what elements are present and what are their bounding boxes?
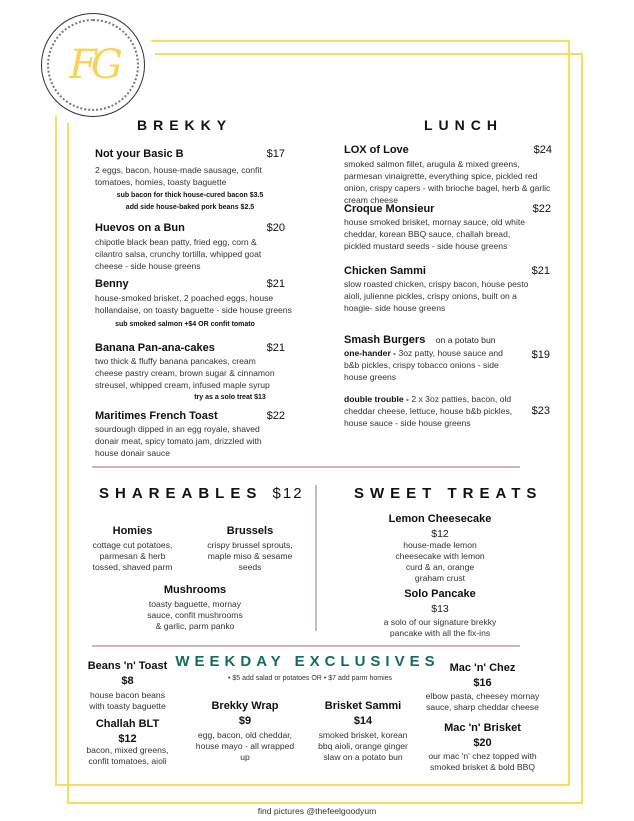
- item-name: Brussels: [226, 525, 274, 537]
- item-desc: house-made lemon cheesecake with lemon curd & an, orange graham crust: [395, 540, 485, 583]
- menu-item: [420, 722, 545, 773]
- menu-item: [95, 278, 293, 316]
- item-desc: elbow pasta, cheesey mornay sauce, sharp cheddar cheese: [425, 691, 540, 712]
- section-title-shareables: [99, 485, 304, 502]
- section-title-sweet-treats: SWEET TREATS: [354, 485, 543, 502]
- item-note: try as a solo treat $13: [194, 394, 266, 401]
- item-price: $21: [266, 342, 285, 354]
- item-price: $14: [353, 715, 373, 727]
- item-price: $22: [266, 410, 285, 422]
- item-price: $21: [531, 265, 550, 277]
- smash-burgers: [344, 330, 554, 348]
- menu-item: [425, 662, 540, 713]
- item-note: sub bacon for thick house-cured bacon $3.5: [116, 192, 264, 199]
- item-desc: house smoked brisket, mornay sauce, old white cheddar, korean BBQ sauce, challah bread, pickled mustard seeds - side house greens: [344, 217, 526, 251]
- option-name: double trouble -: [344, 394, 409, 404]
- item-price: $20: [266, 222, 285, 234]
- menu-item: [344, 144, 556, 206]
- item-desc: a solo of our signature brekky pancake with all the fix-ins: [383, 617, 497, 638]
- item-name: Lemon Cheesecake: [388, 513, 492, 525]
- item-price: $9: [238, 715, 252, 727]
- menu-item: [95, 410, 285, 459]
- item-note: sub smoked salmon +$4 OR confit tomato: [115, 321, 255, 328]
- item-price: $12: [118, 733, 137, 745]
- menu-item: [85, 718, 170, 767]
- item-desc: smoked salmon fillet, arugula & mixed greens, parmesan vinaigrette, everything spice, pickled red onion, crispy capers - with brioche bagel, herb & garlic cream cheese: [344, 159, 551, 205]
- item-price: $16: [473, 677, 492, 689]
- item-price: $24: [533, 144, 552, 156]
- section-title-brekky: BREKKY: [137, 117, 233, 133]
- menu-item: [205, 525, 295, 573]
- item-desc: crispy brussel sprouts, maple miso & sesame seeds: [207, 540, 293, 572]
- item-name: LOX of Love: [344, 144, 409, 156]
- menu-item: [85, 660, 170, 712]
- item-price: $19: [531, 349, 550, 361]
- item-name: Huevos on a Bun: [95, 222, 185, 234]
- item-subtitle: on a potato bun: [435, 335, 496, 345]
- item-desc: sourdough dipped in an egg royale, shaved donair meat, spicy tomato jam, drizzled with house donair sauce: [95, 424, 262, 458]
- weekday-addon-note: • $5 add salad or potatoes OR • $7 add parm homies: [227, 675, 393, 682]
- item-name: Croque Monsieur: [344, 203, 435, 215]
- section-price: $12: [272, 485, 304, 502]
- item-price: $17: [266, 148, 285, 160]
- menu-item: [95, 148, 285, 188]
- section-title-weekday-exclusives: WEEKDAY EXCLUSIVES: [175, 653, 440, 670]
- menu-item: [145, 584, 245, 632]
- item-desc: cottage cut potatoes, parmesan & herb tossed, shaved parm: [92, 540, 173, 572]
- item-name: Brisket Sammi: [324, 700, 402, 712]
- item-desc: house-smoked brisket, 2 poached eggs, house hollandaise, on toasty baguette - side house greens: [95, 293, 292, 315]
- section-title-lunch: LUNCH: [424, 117, 503, 133]
- item-desc: toasty baguette, mornay sauce, confit mushrooms & garlic, parm panko: [147, 599, 243, 631]
- burger-option: [344, 393, 550, 429]
- item-name: Homies: [112, 525, 153, 537]
- option-name: one-hander -: [344, 348, 397, 358]
- item-desc: 3oz patty, house sauce and b&b pickles, crispy tobacco onions - side house greens: [344, 348, 503, 382]
- item-desc: house bacon beans with toasty baguette: [89, 690, 166, 711]
- item-name: Banana Pan-ana-cakes: [95, 342, 215, 354]
- menu-item: [380, 588, 500, 639]
- menu-item: [385, 513, 495, 584]
- item-price: $12: [431, 528, 449, 540]
- item-name: Mushrooms: [163, 584, 227, 596]
- item-desc: our mac 'n' chez topped with smoked brisket & bold BBQ: [428, 751, 537, 772]
- menu-item: [195, 700, 295, 763]
- item-name: Not your Basic B: [95, 148, 184, 160]
- burger-option: [344, 347, 550, 383]
- item-name: Solo Pancake: [404, 588, 476, 600]
- divider: [92, 645, 520, 647]
- item-name: Mac 'n' Brisket: [444, 722, 521, 734]
- footer-social-link[interactable]: find pictures @thefeelgoodyum: [257, 806, 377, 816]
- menu-item: [95, 222, 285, 272]
- item-desc: smoked brisket, korean bbq aioli, orange ginger slaw on a potato bun: [318, 730, 408, 762]
- item-desc: 2 x 3oz patties, bacon, old cheddar cheese, lettuce, house b&b pickles, house sauce - side house greens: [344, 394, 513, 428]
- menu-item: [344, 203, 554, 252]
- title-text: SHAREABLES: [99, 485, 263, 502]
- item-desc: slow roasted chicken, crispy bacon, house pesto aioli, julienne pickles, crispy onions, built on a hoagie- side house greens: [344, 279, 529, 313]
- item-price: $8: [121, 675, 134, 687]
- divider: [315, 485, 317, 631]
- item-desc: bacon, mixed greens, confit tomatoes, aioli: [86, 745, 169, 766]
- item-price: $21: [266, 278, 285, 290]
- divider: [92, 466, 520, 468]
- item-name: Challah BLT: [95, 718, 160, 730]
- item-desc: chipotle black bean patty, fried egg, corn & cilantro salsa, crunchy tortilla, whipped goat cheese - side house greens: [95, 237, 262, 271]
- item-price: $22: [532, 203, 551, 215]
- item-price: $20: [473, 737, 492, 749]
- item-note: add side house-baked pork beans $2.5: [125, 204, 255, 211]
- item-name: Brekky Wrap: [211, 700, 279, 712]
- item-name: Beans 'n' Toast: [87, 660, 168, 672]
- item-desc: 2 eggs, bacon, house-made sausage, confit tomatoes, homies, toasty baguette: [95, 165, 262, 187]
- item-name: Smash Burgers: [344, 334, 426, 346]
- item-name: Chicken Sammi: [344, 265, 426, 277]
- logo-monogram: FG: [47, 19, 139, 111]
- item-name: Maritimes French Toast: [95, 410, 218, 422]
- menu-item: [95, 342, 285, 391]
- logo: [30, 2, 156, 128]
- item-name: Mac 'n' Chez: [449, 662, 516, 674]
- item-desc: egg, bacon, old cheddar, house mayo - all wrapped up: [195, 730, 295, 762]
- item-desc: two thick & fluffy banana pancakes, cream cheese pastry cream, brown sugar & cinnamon streusel, whipped cream, infused maple syrup: [95, 356, 275, 390]
- menu-item: [344, 265, 550, 314]
- item-price: $23: [531, 405, 550, 417]
- menu-item: [85, 525, 180, 573]
- menu-item: [313, 700, 413, 763]
- item-name: Benny: [95, 278, 129, 290]
- item-price: $13: [431, 603, 449, 615]
